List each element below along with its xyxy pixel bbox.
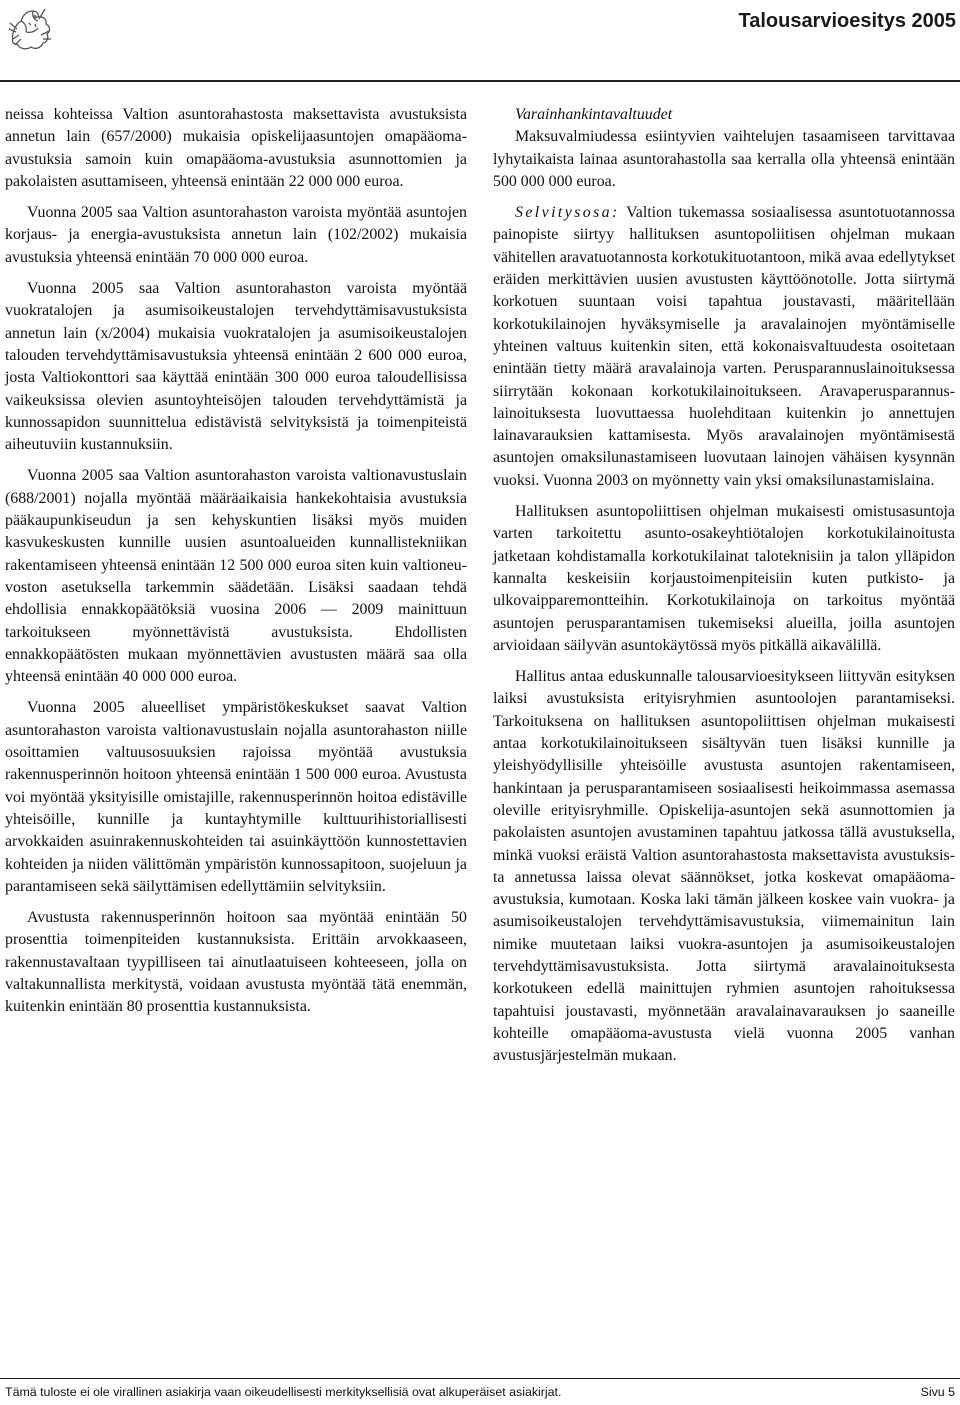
left-column: [5, 104, 467, 1019]
paragraph: Hallitus antaa eduskunnalle talousarvioesitykseen liittyvän esityksen laiksi avustuksista erityisryhmien asuntoolojen parantamiseksi. Tarkoituksena on hallituksen asuntopoliittisen ohjelman mukaisesti antaa korkotukilainoitukseen sisältyvän tuen lisäksi kunnille ja yleishyödyllisille yhteisöille avustusta asuntojen rakentamiseen, hankintaan ja perusparantamiseen sosiaalisesti heikoimmassa asemassa oleville erityisryhmille. Opiskelija-asuntojen sekä asunnottomien ja pakolaisten asuntojen avustaminen tapahtuu jatkossa tällä avustuksella, minkä vuoksi eräistä Valtion asuntorahastosta maksettavista avustuksista annetussa laissa olevat säännökset, jotka koskevat omapääoma-avustuksia, kumotaan. Koska laki tämän jälkeen koskee vain vuokra- ja asumisoikeustalojen tervehdyttämisavustuksia, viimemainitun lain nimike muutetaan laiksi vuokra-asuntojen ja asumisoikeustalojen tervehdyttämisavustuksista. Jotta siirtymä aravalainoituksesta korkotukeen edellä mainittujen ryhmien asuntojen rahoituksessa tapahtuisi joustavasti, myönnetään aravalainavarauksen jo saaneille kohteille omapääoma-avustusta vielä vuonna 2005 vanhan avustusjärjestelmän mukaan.: [493, 668, 955, 1065]
paragraph: Maksuvalmiudessa esiintyvien vaihtelujen tasaamiseen tarvittavaa lyhytaikaista lainaa asuntorahastolla saa kerralla olla yhteensä enintään 500 000 000 euroa.: [493, 128, 955, 190]
paragraph: Vuonna 2005 saa Valtion asuntorahaston varoista myöntää asuntojen korjaus- ja energia-avustuksista annetun lain (102/2002) mukaisia avustuksia yhteensä enintään 70 000 000 euroa.: [5, 204, 467, 266]
footer-rule: [0, 1378, 960, 1379]
page-header: [0, 0, 960, 80]
selvitysosa-paragraph: [493, 202, 955, 492]
right-column: [493, 104, 955, 1067]
paragraph: Vuonna 2005 saa Valtion asuntorahaston varoista myöntää vuokratalojen ja asumisoikeustalojen tervehdyttämisavustuksista annetun lain (x/2004) mukaisia vuokratalojen ja asumisoikeustalojen talouden tervehdyttämisavustuksia yhteensä enintään 2 600 000 euroa, josta Valtiokonttori saa käyttää enintään 300 000 euroa taloudellisissa vaikeuksissa olevien asuntoyhteisöjen talouden tervehdyttämistä ja kunnossapidon suunnittelua edistävistä selvityksistä ja toimenpiteistä aiheutuviin kustannuksiin.: [5, 280, 467, 454]
footer-note: Tämä tuloste ei ole virallinen asiakirja vaan oikeudellisesti merkityksellisiä ovat alkuperäiset asiakirjat.: [5, 1385, 562, 1399]
paragraph: Vuonna 2005 saa Valtion asuntorahaston varoista valtionavustuslain (688/2001) nojalla myöntää määräaikaisia hankekohtaisia avustuksia pääkaupunkiseudun ja sen kehyskuntien lisäksi myös muiden kasvukeskusten kunnille uusien asuntoalueiden kunnallistekniikan rakentamiseen yhteensä enintään 12 500 000 euroa siten kuin valtioneuvoston asetuksella tarkemmin säädetään. Lisäksi saadaan tehdä ehdollisia ennakkopäätöksiä vuosina 2006 — 2009 mainittuun tarkoitukseen myönnettävistä avustuksista. Ehdollisten ennakkopäätösten mukaan myönnettävien avustusten määrä saa olla yhteensä enintään 40 000 000 euroa.: [5, 467, 467, 686]
paragraph: neissa kohteissa Valtion asuntorahastosta maksettavista avustuksista annetun lain (657/2000) mukaisia opiskelijaasuntojen omapääoma-avustuksia samoin kuin omapääoma-avustuksia asunnottomien ja pakolaisten asuttamiseen, yhteensä enintään 22 000 000 euroa.: [5, 106, 467, 190]
section-subheading: Varainhankintavaltuudet: [515, 106, 673, 123]
header-rule: [0, 80, 960, 82]
page-number: Sivu 5: [920, 1385, 955, 1399]
paragraph: Avustusta rakennusperinnön hoitoon saa myöntää enintään 50 prosenttia toimenpiteiden kustannuksista. Erittäin arvokkaaseen, rakennustavaltaan tyypilliseen tai ainutlaatuiseen kohteeseen, jolla on valtakunnallista merkitystä, voidaan avustusta myöntää tätä enemmän, kuitenkin enintään 80 prosenttia kustannuksista.: [5, 909, 467, 1016]
paragraph: Vuonna 2005 alueelliset ympäristökeskukset saavat Valtion asuntorahaston varoista valtionavustuslain nojalla asuntorahaston niille osoittamien valtuusosuuksien rajoissa myöntää avustuksia rakennusperinnön hoitoon yhteensä enintään 1 500 000 euroa. Avustusta voi myöntää yksityisille omistajille, rakennusperinnön hoitoa edistäville yhteisöille, kunnille ja kuntayhtymille kulttuurihistoriallisesti arvokkaiden asuinrakennuskohteiden tai asuinkäyttöön kunnostettavien kohteiden ja niiden välittömän ympäristön kunnossapitoon, suojeluun ja parantamiseen sekä säilyttämisen edellyttämiin selvityksiin.: [5, 699, 467, 895]
selvitysosa-text: Valtion tukemassa sosiaalisessa asuntotuotannossa painopiste siirtyy hallituksen asuntopoliitisen ohjelman mukaan vähitellen aravatuotannosta korkotukituotantoon, mikä avaa edellytykset eräiden merkittävien uusien avustusten käyttöönotolle. Jotta siirtymä korkotuen suuntaan voisi tapahtua joustavasti, määritellään korkotukilainojen hyväksymiselle ja aravalainojen myöntämiselle yhteinen valtuus kuitenkin siten, että kokonaisvaltuudesta osoitetaan enintään tietty määrä aravalainoja varten. Perusparannuslainoituksessa siirrytään kokonaan korkotukilainoitukseen. Aravaperusparannuslainoituksesta luovuttaessa huolehditaan kuitenkin jo annettujen lainavarauksien kattamisesta. Myös aravalainojen myöntämisestä asuntojen omaksilunastamiseen luovutaan lainojen vähäisen kysynnän vuoksi. Vuonna 2003 on myönnetty vain yksi omaksilunastamislaina.: [493, 204, 955, 489]
paragraph: Hallituksen asuntopoliittisen ohjelman mukaisesti omistusasuntoja varten tarkoitettu asunto-osakeyhtiötalojen korkotukilainoitusta jatketaan kohdistamalla korkotukilainat taloteknisiin ja talon ylläpidon kannalta keskeisiin korjaustoimenpiteisiin kuten putkisto- ja ulkovaipparemontteihin. Korkotukilainoja on tarkoitus myöntää asuntojen perusparantamisen tukemiseksi alueilla, joilla asuntojen arvioidaan säilyvän asuntokäytössä myös pitkällä aikavälillä.: [493, 503, 955, 654]
running-title: Talousarvioesitys 2005: [738, 10, 956, 32]
coat-of-arms-lion-icon: [5, 3, 57, 55]
selvitysosa-label: Selvitysosa:: [515, 204, 620, 222]
